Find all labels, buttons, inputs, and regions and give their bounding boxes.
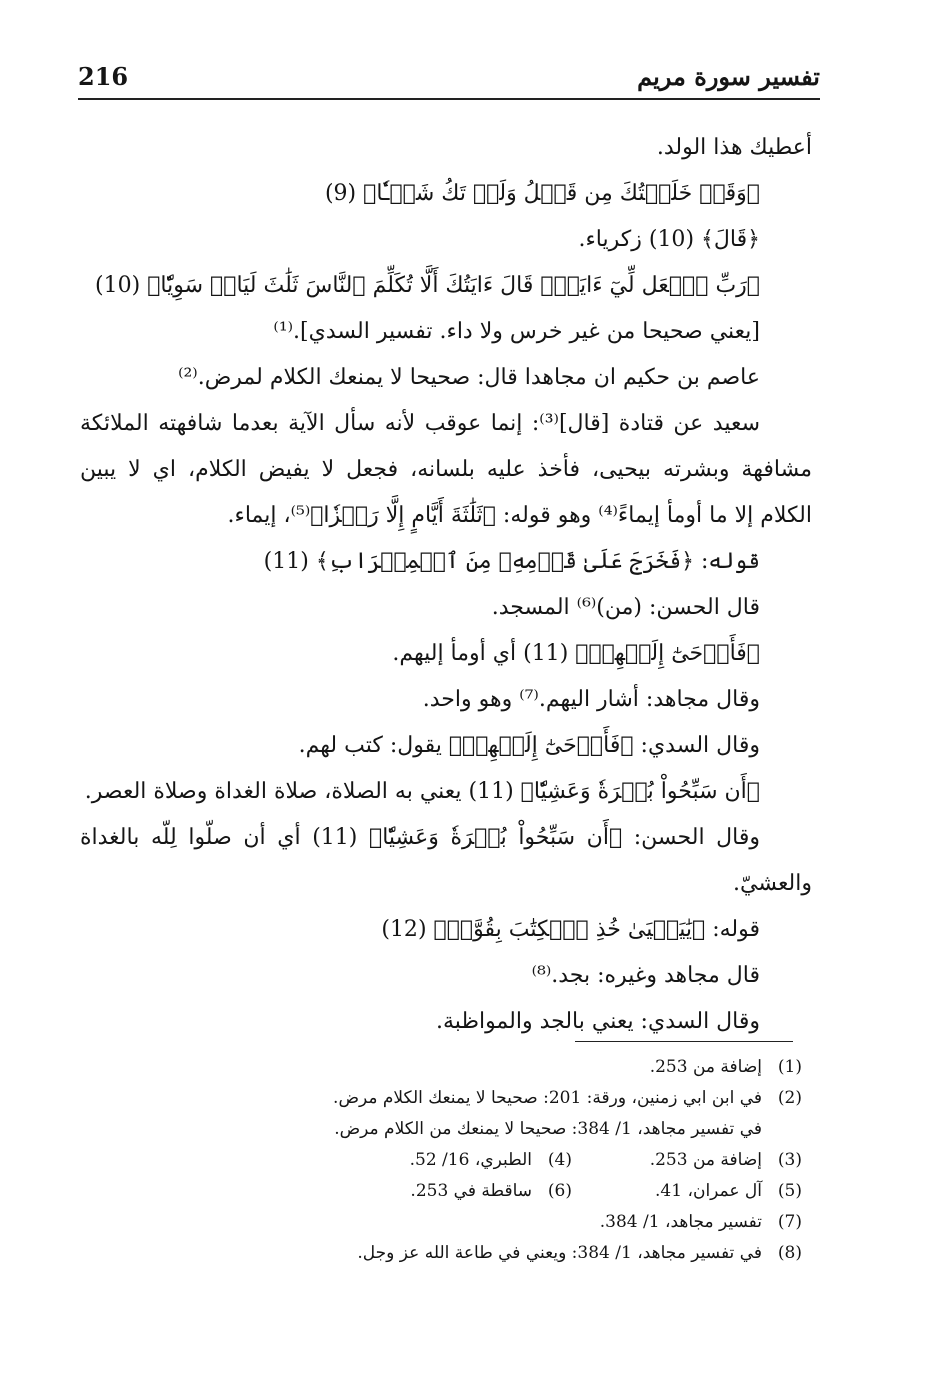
footnote-pair [230,1145,802,1176]
text-line: قال الحسن: (من)⁽⁶⁾ المسجد. [491,595,760,620]
page-number: 216 [78,62,129,91]
text-line: أعطيك هذا الولد. [656,135,812,160]
footnote-number: (8) [777,1243,802,1263]
running-title: تفسير سورة مريم [637,62,820,91]
footnote-number: (5) [777,1181,802,1201]
footnote-text: إضافة من 253. [649,1057,762,1077]
footnote-text: إضافة من 253. [649,1150,762,1170]
text-line: وقال مجاهد: أشار اليهم.⁽⁷⁾ وهو واحد. [422,687,760,712]
text-line: عاصم بن حكيم ان مجاهدا قال: صحيحا لا يمنعك الكلام لمرض.⁽²⁾ [178,365,760,390]
footnote-item [392,1145,572,1176]
footnote-item [230,1052,802,1083]
verse-line: قوله: ﴿يَٰيَحۡيَىٰ خُذِ ٱلۡكِتَٰبَ بِقُوَّةٖ﴾ (12) [381,917,760,942]
footnote-number: (2) [777,1088,802,1108]
footnote-divider [575,1041,793,1042]
text-line: والعشيّ. [732,871,812,896]
verse-line: ﴿وَقَدۡ خَلَقۡتُكَ مِن قَبۡلُ وَلَمۡ تَكُ شَيۡـٔٗا﴾ (9) [324,181,760,206]
verse-line: ﴿فَأَوۡحَىٰٓ إِلَيۡهِمۡ﴾ (11) أي أومأ إليهم. [392,641,760,666]
footnote-number: (1) [777,1057,802,1077]
footnote-number: (6) [547,1181,572,1201]
footnotes [230,1052,802,1269]
footnote-number: (3) [777,1150,802,1170]
footnote-item [230,1207,802,1238]
footnote-item [230,1238,802,1269]
footnote-pair [230,1176,802,1207]
footnote-continuation [230,1114,802,1145]
verse-line: ﴿أَن سَبِّحُواْ بُكۡرَةٗ وَعَشِيّٗا﴾ (11) يعني به الصلاة، صلاة الغداة وصلاة العصر. [84,779,760,804]
verse-line: ﴿رَبِّ ٱجۡعَل لِّيٓ ءَايَةٗۖ قَالَ ءَايَتُكَ أَلَّا تُكَلِّمَ ٱلنَّاسَ ثَلَٰثَ لَيَالٖ سَوِيّٗا﴾ (10) [95,273,760,298]
page-header [78,58,820,100]
footnote-text: في ابن ابي زمنين، ورقة: 201: صحيحا لا يمنعك الكلام مرض. [333,1088,762,1108]
text-line: وقال السدي: ﴿فَأَوۡحَىٰٓ إِلَيۡهِمۡ﴾ يقول: كتب لهم. [298,733,760,758]
footnote-item [572,1176,802,1207]
text-line: وقال السدي: يعني بالجد والمواظبة. [436,1009,760,1034]
footnote-text: تفسير مجاهد، 1/ 384. [599,1212,762,1232]
footnote-item [392,1176,572,1207]
text-line: وقال الحسن: ﴿أَن سَبِّحُواْ بُكۡرَةٗ وَعَشِيّٗا﴾ (11) أي أن صلّوا لِلّه بالغداة [80,825,761,850]
footnote-text: آل عمران، 41. [655,1181,762,1201]
footnote-text: الطبري، 16/ 52. [409,1150,532,1170]
footnote-item [572,1145,802,1176]
main-text [80,125,812,1045]
footnote-text: في تفسير مجاهد، 1/ 384: ويعني في طاعة الله عز وجل. [357,1243,762,1263]
footnote-number: (7) [777,1212,802,1232]
verse-line: ﴿قَالَ﴾ (10) زكرياء. [578,227,760,252]
footnote-number: (4) [547,1150,572,1170]
text-line: سعيد عن قتادة [قال]⁽³⁾: إنما عوقب لأنه سأل الآية بعدما شافهته الملائكة [80,411,761,436]
text-line: مشافهة وبشرته بيحيى، فأخذ عليه بلسانه، فجعل لا يفيض الكلام، اي لا يبين [80,457,812,482]
verse-line: قوله: ﴿فَخَرَجَ عَلَىٰ قَوۡمِهِۦ مِنَ ٱلۡمِحۡرَابِ﴾ (11) [263,549,760,574]
text-line: قال مجاهد وغيره: بجد.⁽⁸⁾ [531,963,760,988]
footnote-text: في تفسير مجاهد، 1/ 384: صحيحا لا يمنعك من الكلام مرض. [334,1119,762,1139]
text-line: [يعني صحيحا من غير خرس ولا داء. تفسير السدي].⁽¹⁾ [273,319,760,344]
text-line: الكلام إلا ما أومأ إيماءً⁽⁴⁾ وهو قوله: ﴿ثَلَٰثَةَ أَيَّامٍ إِلَّا رَمۡزٗا﴾⁽⁵⁾، إيماء. [227,503,812,528]
footnote-text: ساقطة في 253. [410,1181,532,1201]
footnote-item [230,1083,802,1114]
